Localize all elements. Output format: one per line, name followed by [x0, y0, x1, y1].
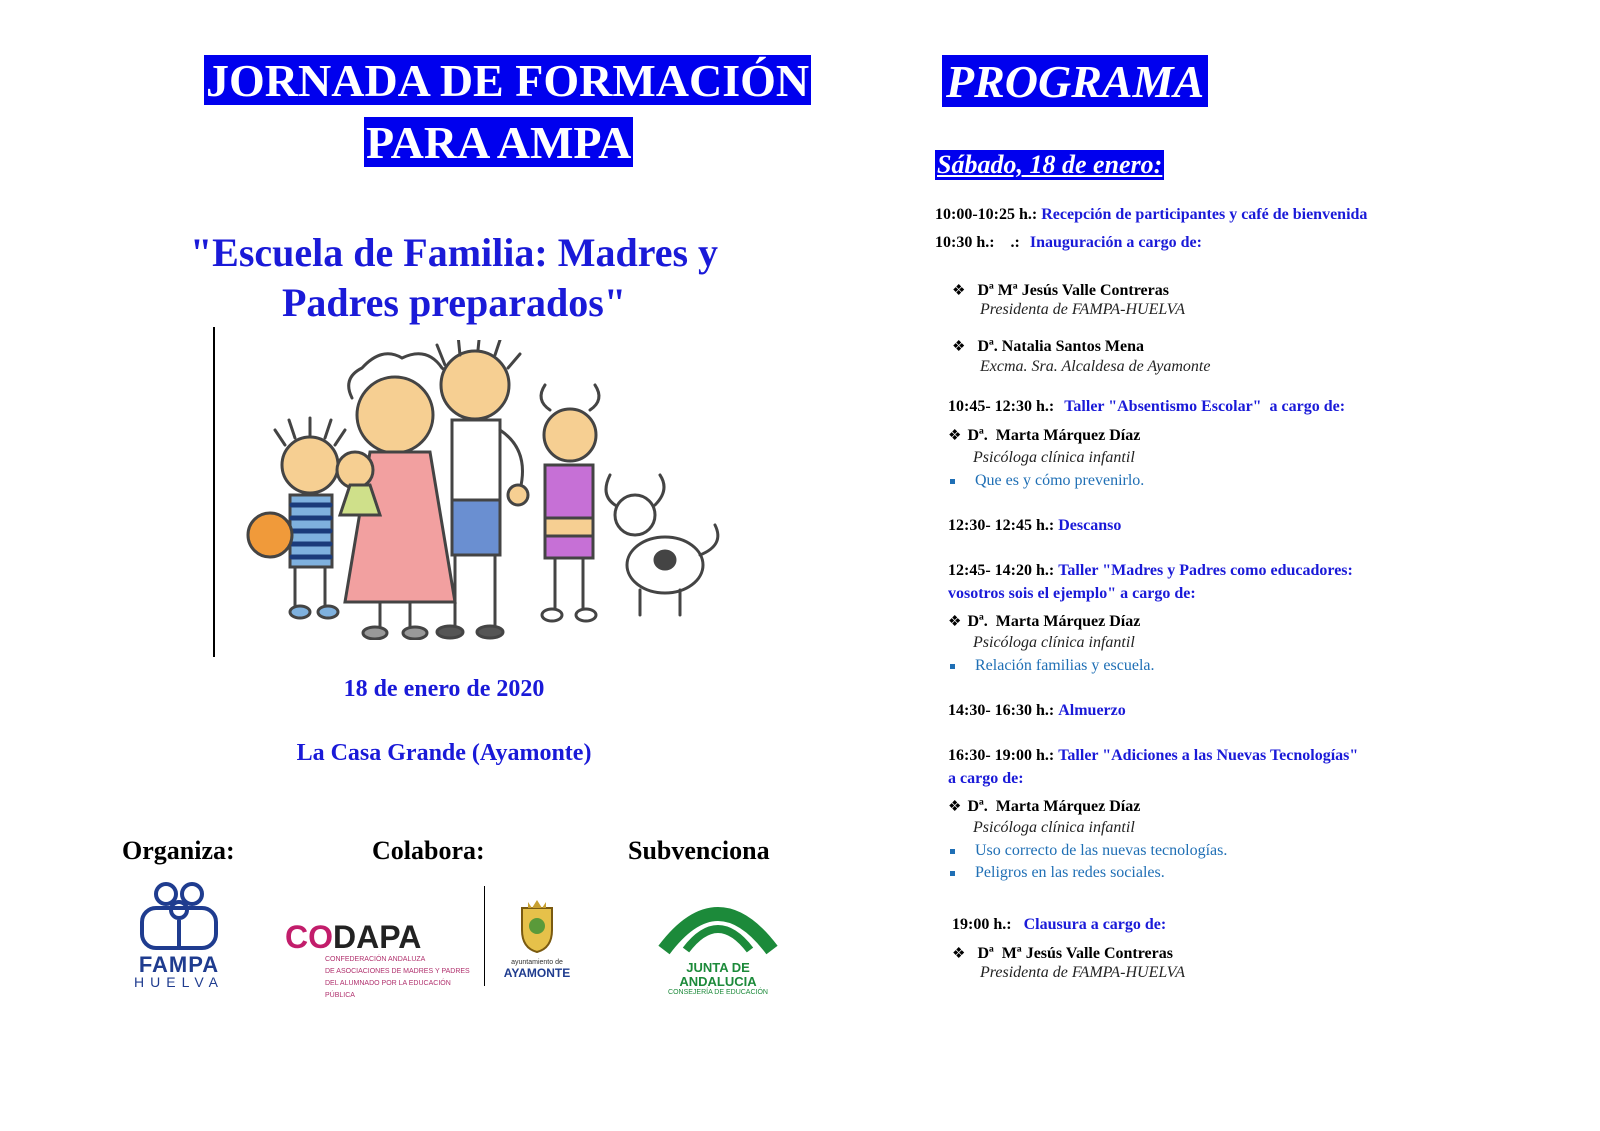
codapa-sub2: DE ASOCIACIONES DE MADRES Y PADRES	[325, 968, 470, 975]
junta-arch-icon	[658, 888, 778, 956]
taller-1-speaker	[948, 425, 1140, 447]
item-time: 12:45- 14:20 h.:	[948, 562, 1055, 579]
taller-3-bullet-2	[950, 862, 1165, 884]
bullet-text: Que es y cómo prevenirlo.	[975, 472, 1145, 489]
clausura-speaker	[952, 943, 1173, 965]
speaker-2	[952, 336, 1144, 358]
speaker-name: Dª. Marta Márquez Díaz	[967, 613, 1141, 630]
title-line-1: JORNADA DE FORMACIÓN	[206, 55, 810, 106]
square-bullet-icon	[950, 479, 955, 484]
taller-2	[948, 560, 1353, 582]
event-venue: La Casa Grande (Ayamonte)	[296, 740, 592, 766]
speaker-1	[952, 280, 1169, 302]
diamond-bullet-icon: ❖	[952, 946, 966, 962]
item-time: 10:45- 12:30 h.:	[948, 398, 1055, 415]
item-text: Descanso	[1058, 517, 1122, 534]
taller-2-bullet	[950, 655, 1154, 677]
taller-2-role: Psicóloga clínica infantil	[973, 634, 1135, 651]
colabora-label: Colabora:	[372, 836, 485, 865]
square-bullet-icon	[950, 849, 955, 854]
organiza-label: Organiza:	[122, 836, 235, 865]
speaker-name: Dª. Marta Márquez Díaz	[967, 427, 1141, 444]
item-text: Taller "Madres y Padres como educadores:	[1058, 562, 1353, 579]
codapa-logo	[285, 920, 475, 1002]
almuerzo	[948, 700, 1126, 722]
logo-divider	[484, 886, 485, 986]
fampa-text: FAMPA	[138, 952, 220, 977]
bullet-text: Peligros en las redes sociales.	[975, 864, 1165, 881]
item-text: Recepción de participantes y café de bienvenida	[1041, 206, 1368, 223]
speaker-2-role: Excma. Sra. Alcaldesa de Ayamonte	[980, 358, 1211, 375]
item-text: Inauguración a cargo de:	[1029, 234, 1202, 251]
taller-3-speaker	[948, 796, 1140, 818]
diamond-bullet-icon: ❖	[952, 339, 966, 355]
schedule-item-reception	[935, 204, 1367, 226]
item-time: 16:30- 19:00 h.:	[948, 747, 1055, 764]
taller-3-role: Psicóloga clínica infantil	[973, 819, 1135, 836]
ayamonte-shield-icon	[514, 898, 560, 954]
codapa-text: CODAPA	[285, 919, 422, 955]
item-time: 19:00 h.:	[952, 916, 1012, 933]
program-title: PROGRAMA	[942, 55, 1208, 107]
fampa-huelva-text: HUELVA	[134, 974, 224, 990]
item-text: Taller "Adiciones a las Nuevas Tecnologías"	[1058, 747, 1359, 764]
title-line-2: PARA AMPA	[366, 117, 632, 168]
taller-3-text-2: a cargo de:	[948, 770, 1024, 787]
family-illustration	[240, 340, 730, 640]
item-time: 10:30 h.: .:	[935, 234, 1020, 251]
ayamonte-small-text: ayuntamiento de	[511, 959, 563, 966]
diamond-bullet-icon: ❖	[948, 428, 962, 444]
taller-1	[948, 396, 1345, 418]
ayamonte-logo	[492, 898, 582, 980]
taller-1-bullet	[950, 470, 1144, 492]
junta-sub-text: CONSEJERÍA DE EDUCACIÓN	[668, 989, 768, 996]
speaker-name: Dª. Natalia Santos Mena	[977, 338, 1145, 355]
diamond-bullet-icon: ❖	[948, 614, 962, 630]
event-date: 18 de enero de 2020	[343, 676, 545, 702]
speaker-name: Dª Mª Jesús Valle Contreras	[977, 945, 1173, 962]
divider-line	[213, 327, 215, 657]
speaker-name: Dª. Marta Márquez Díaz	[967, 798, 1141, 815]
item-time: 12:30- 12:45 h.:	[948, 517, 1055, 534]
codapa-sub1: CONFEDERACIÓN ANDALUZA	[325, 956, 426, 963]
item-time: 14:30- 16:30 h.:	[948, 702, 1055, 719]
diamond-bullet-icon: ❖	[952, 283, 966, 299]
fampa-figures-icon	[124, 880, 234, 950]
taller-3-bullet-1	[950, 840, 1227, 862]
codapa-sub3: DEL ALUMNADO POR LA EDUCACIÓN PÚBLICA	[325, 980, 451, 999]
junta-text: JUNTA DE ANDALUCIA	[679, 960, 757, 989]
item-time: 10:00-10:25 h.:	[935, 206, 1038, 223]
speaker-1-role: Presidenta de FAMPA-HUELVA	[980, 301, 1185, 318]
square-bullet-icon	[950, 664, 955, 669]
speaker-name: Dª Mª Jesús Valle Contreras	[977, 282, 1169, 299]
clausura	[952, 914, 1166, 936]
taller-3	[948, 745, 1358, 767]
clausura-role: Presidenta de FAMPA-HUELVA	[980, 964, 1185, 981]
junta-logo	[648, 888, 788, 996]
bullet-text: Uso correcto de las nuevas tecnologías.	[975, 842, 1228, 859]
taller-2-text-2: vosotros sois el ejemplo" a cargo de:	[948, 585, 1196, 602]
item-text: Almuerzo	[1058, 702, 1126, 719]
subtitle-line-2: Padres preparados"	[281, 280, 627, 325]
taller-2-speaker	[948, 611, 1140, 633]
bullet-text: Relación familias y escuela.	[975, 657, 1155, 674]
program-date-heading: Sábado, 18 de enero:	[937, 150, 1163, 179]
item-text: Clausura a cargo de:	[1023, 916, 1167, 933]
diamond-bullet-icon: ❖	[948, 799, 962, 815]
taller-1-role: Psicóloga clínica infantil	[973, 449, 1135, 466]
ayamonte-text: AYAMONTE	[503, 966, 571, 980]
subtitle-line-1: "Escuela de Familia: Madres y	[189, 230, 719, 275]
subvenciona-label: Subvenciona	[628, 836, 770, 865]
descanso	[948, 515, 1121, 537]
square-bullet-icon	[950, 871, 955, 876]
item-text: Taller "Absentismo Escolar" a cargo de:	[1064, 398, 1346, 415]
schedule-item-inauguration	[935, 232, 1202, 254]
fampa-logo	[124, 880, 234, 990]
